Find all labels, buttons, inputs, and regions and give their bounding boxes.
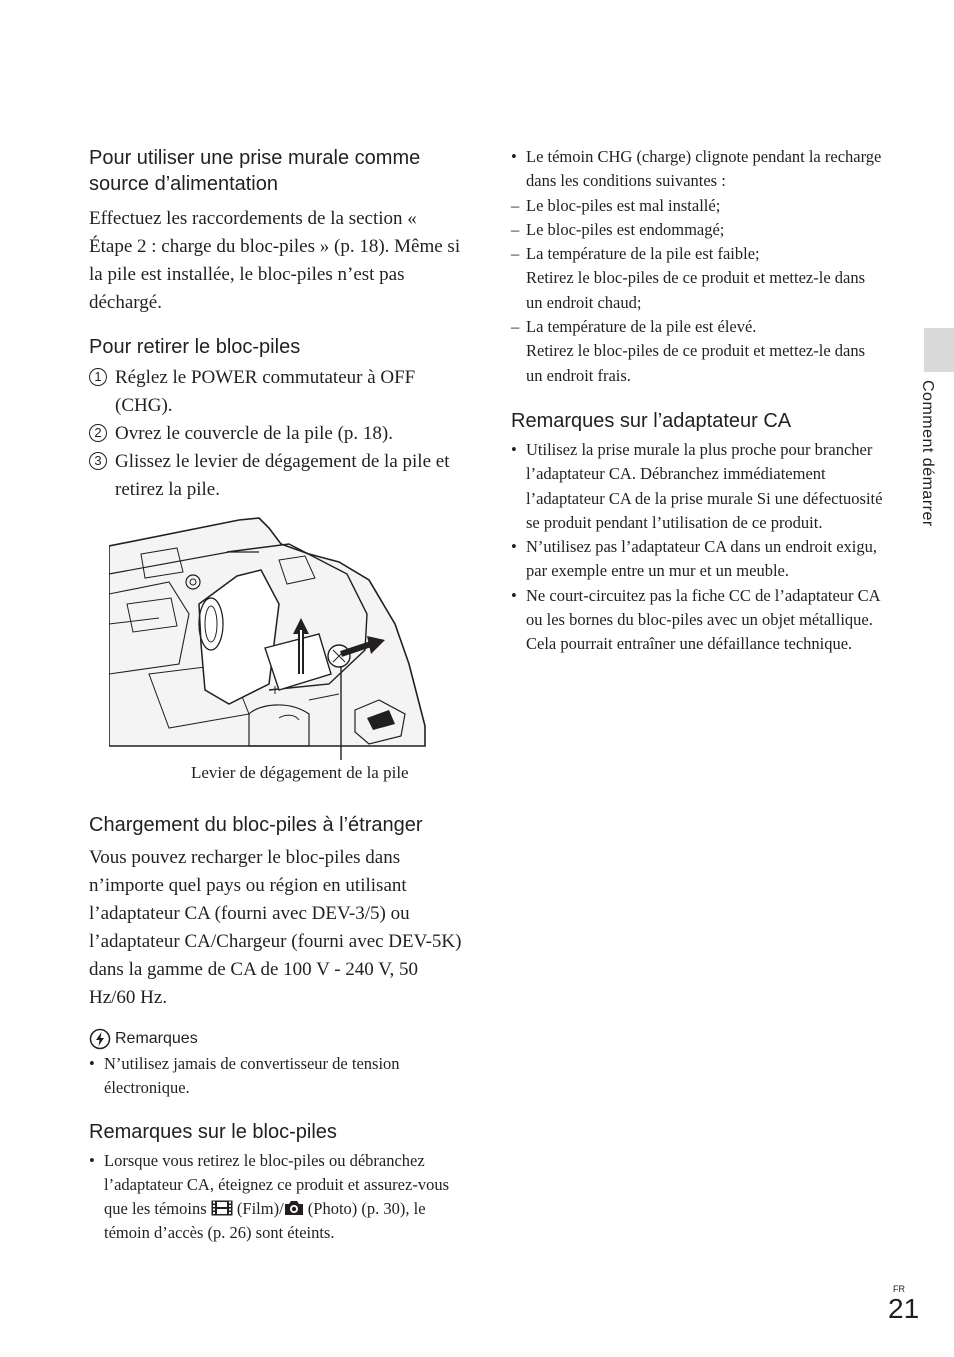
step-1 [89, 364, 464, 420]
step-text: Ovrez le couvercle de la pile (p. 18). [115, 423, 394, 444]
adapter-note-item: • N’utilisez pas l’adaptateur CA dans un endroit exigu, par exemple entre un mur et un meuble. [511, 535, 883, 584]
adapter-note-item: • Utilisez la prise murale la plus proche pour brancher l’adaptateur CA. Débranchez immédiatement l’adaptateur CA de la prise murale Si une défectuosité se produit pendant l’utilisation de ce produit. [511, 438, 883, 535]
section-title-wall-outlet: Pour utiliser une prise murale comme source d’alimentation [89, 147, 421, 195]
film-icon [211, 1200, 233, 1216]
section-side-label: Comment démarrer [919, 380, 936, 527]
section-title-charging-abroad: Chargement du bloc-piles à l’étranger [89, 814, 423, 836]
right-column [511, 145, 883, 657]
warning-icon [89, 1028, 111, 1050]
condition-text: La température de la pile est élevé. [526, 317, 757, 337]
condition-item [511, 194, 883, 218]
step-text: Glissez le levier de dégagement de la pile et retirez la pile. [115, 451, 450, 500]
dash: – [511, 219, 520, 239]
camera-drawing [109, 514, 449, 764]
dash: – [511, 317, 520, 337]
adapter-note-item: • Ne court-circuitez pas la fiche CC de l’adaptateur CA ou les bornes du bloc-piles avec un objet métallique. Cela pourrait entraîner une défaillance technique. [511, 584, 883, 657]
step-number: 3 [89, 452, 107, 470]
battery-note-text-2: (p. 30), le témoin d’accès (p. 26) sont éteints. [104, 1199, 426, 1243]
remove-battery-steps [89, 364, 464, 504]
photo-label: (Photo) [307, 1199, 358, 1219]
chg-notes-list [511, 145, 883, 388]
left-column [89, 145, 464, 1246]
section-tab-marker [924, 328, 954, 372]
battery-release-illustration [89, 514, 464, 794]
condition-text: Le bloc-piles est endommagé; [526, 219, 725, 239]
condition-text: Le bloc-piles est mal installé; [526, 195, 721, 215]
step-number: 1 [89, 368, 107, 386]
dash: – [511, 244, 520, 264]
adapter-notes-list [511, 438, 883, 657]
battery-notes-list [89, 1149, 464, 1246]
figure-caption: Levier de dégagement de la pile [191, 763, 409, 782]
charging-abroad-text: Vous pouvez recharger le bloc-piles dans n’importe quel pays ou région en utilisant l’adaptateur CA (fourni avec DEV-3/5) ou l’adaptateur CA/Chargeur (fourni avec DEV-5K) dans la gamme de CA de 100 V - 240 V, 50 Hz/60 Hz. [89, 847, 462, 1008]
remarks-label: Remarques [115, 1030, 198, 1047]
step-2 [89, 420, 464, 448]
remark-item: • N’utilisez jamais de convertisseur de tension électronique. [89, 1052, 464, 1101]
wall-outlet-text: Effectuez les raccordements de la section « Étape 2 : charge du bloc-piles » (p. 18). Même si la pile est installée, le bloc-piles n’est pas déchargé. [89, 208, 461, 313]
section-title-adapter-notes: Remarques sur l’adaptateur CA [511, 409, 792, 432]
condition-item [511, 315, 883, 388]
chg-note-item [511, 145, 883, 388]
dash: – [511, 195, 520, 215]
step-3 [89, 448, 464, 504]
battery-note-item [89, 1149, 464, 1246]
step-number: 2 [89, 424, 107, 442]
condition-item [511, 218, 883, 242]
film-label: (Film)/ [236, 1199, 284, 1219]
step-text: Réglez le POWER commutateur à OFF (CHG). [115, 367, 416, 416]
language-code: FR [893, 1284, 905, 1294]
condition-note: Retirez le bloc-piles de ce produit et mettez-le dans un endroit frais. [526, 341, 866, 385]
page-number: 21 [888, 1293, 920, 1324]
remarks-list [89, 1052, 464, 1101]
battery-note-text-1: Lorsque vous retirez le bloc-piles ou débranchez l’adaptateur CA, éteignez ce produit et assurez-vous que les témoins [104, 1150, 449, 1219]
camera-icon [284, 1200, 304, 1216]
condition-item [511, 242, 883, 315]
condition-text: La température de la pile est faible; [526, 244, 760, 264]
condition-note: Retirez le bloc-piles de ce produit et mettez-le dans un endroit chaud; [526, 268, 866, 312]
remarks-heading [89, 1028, 464, 1050]
section-title-remove-battery: Pour retirer le bloc-piles [89, 336, 301, 358]
section-title-battery-notes: Remarques sur le bloc-piles [89, 1120, 337, 1143]
chg-intro: Le témoin CHG (charge) clignote pendant la recharge dans les conditions suivantes : [526, 147, 882, 191]
